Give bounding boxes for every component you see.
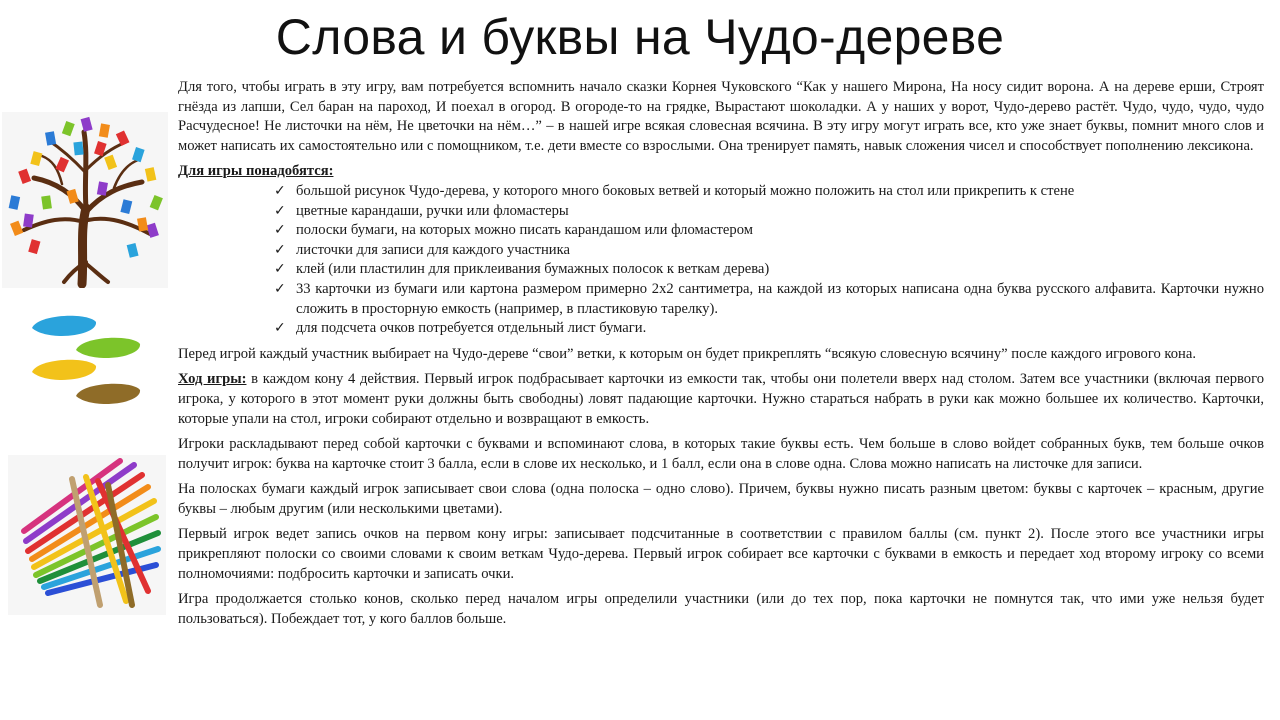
letters-paragraph: Игроки раскладывают перед собой карточки с буквами и вспоминают слова, в которых такие буквы есть. Чем больше в слово войдет собранных букв, тем больше очков получит игрок: буква на карточке стоит 3 балла, если в слове их несколько, и 1 балл, если она в слове одна. Слова можно написать на листочке для записи. — [178, 436, 1264, 472]
list-item: ✓ листочки для записи для каждого участника — [274, 241, 1264, 261]
list-item: ✓ для подсчета очков потребуется отдельный лист бумаги. — [274, 319, 1264, 339]
game-course-text: в каждом кону 4 действия. Первый игрок подбрасывает карточки из емкости так, чтобы они полетели вверх над столом. Затем все участники (включая первого игрока, у которого в этот момент руки должны быть свободны) ловят падающие карточки. Нужно стараться набрать в руки как можно большее их количество. Карточки, которые упали на стол, игроки собирают отдельно и возвращают в емкость. — [178, 371, 1264, 427]
wonder-tree-image — [2, 112, 168, 288]
requirements-list — [178, 182, 1264, 339]
before-game-paragraph: Перед игрой каждый участник выбирает на Чудо-дереве “свои” ветки, к которым он будет прикреплять “всякую словесную всячину” после каждого игрового кона. — [178, 345, 1196, 362]
list-item: ✓ большой рисунок Чудо-дерева, у которого много боковых ветвей и который можно положить на стол или прикрепить к стене — [274, 182, 1264, 202]
list-item: ✓ 33 карточки из бумаги или картона размером примерно 2х2 сантиметра, на каждой из которых написана одна буква русского алфавита. Карточки нужно сложить в просторную емкость (например, в пластиковую тарелку). — [274, 280, 1264, 319]
list-item: ✓ клей (или пластилин для приклеивания бумажных полосок к веткам дерева) — [274, 260, 1264, 280]
intro-paragraph: Для того, чтобы играть в эту игру, вам потребуется вспомнить начало сказки Корнея Чуковского “Как у нашего Мирона, На носу сидит ворона. А на дереве ерши, Строят гнёзда из лапши, Сел баран на пароход, И поехал в огород. В огороде-то на грядке, Вырастают шоколадки. А у наших у ворот, Чудо-дерево растёт. Чудо, чудо, чудо, чудо Расчудесное! Не листочки на нём, Не цветочки на нём…” – в нашей игре всякая словесная всячина. В эту игру могут играть все, кто уже знает буквы, помнит много слов и может написать их самостоятельно или с помощником, т.е. дети вместе со взрослыми. Она тренирует память, навык сложения чисел и способствует пополнению лексикона. — [178, 79, 1264, 154]
page-title: Слова и буквы на Чудо-дереве — [275, 9, 1005, 65]
list-item: ✓ цветные карандаши, ручки или фломастеры — [274, 202, 1264, 222]
ending-paragraph: Игра продолжается столько конов, сколько перед началом игры определили участники (или до тех пор, пока карточки не помнутся так, что ими уже нельзя будет пользоваться). Побеждает тот, у кого баллов больше. — [178, 591, 1264, 627]
requirements-heading-text: Для игры понадобятся: — [178, 163, 334, 180]
colored-leaves-image — [28, 310, 146, 414]
requirements-heading — [178, 162, 1264, 182]
game-course-paragraph — [178, 370, 1264, 429]
colored-pencils-image — [8, 455, 166, 615]
scoring-paragraph: Первый игрок ведет запись очков на первом кону игры: записывает подсчитанные в соответствии с правилом баллы (см. пункт 2). После этого все участники игры прикрепляют полоски со своими словами к своим веткам Чудо-дерева. Первый игрок собирает все карточки с буквами в емкость и передает ход второму игроку со всеми полномочиями: подбросить карточки и записать очки. — [178, 526, 1264, 582]
article-body — [178, 78, 1264, 635]
strips-paragraph: На полосках бумаги каждый игрок записывает свои слова (одна полоска – одно слово). Причем, буквы нужно писать разным цветом: буквы с карточек – красным, другие буквы – любым другим (или несколькими цветами). — [178, 481, 1264, 517]
game-course-heading: Ход игры: — [178, 371, 247, 388]
list-item: ✓ полоски бумаги, на которых можно писать карандашом или фломастером — [274, 221, 1264, 241]
